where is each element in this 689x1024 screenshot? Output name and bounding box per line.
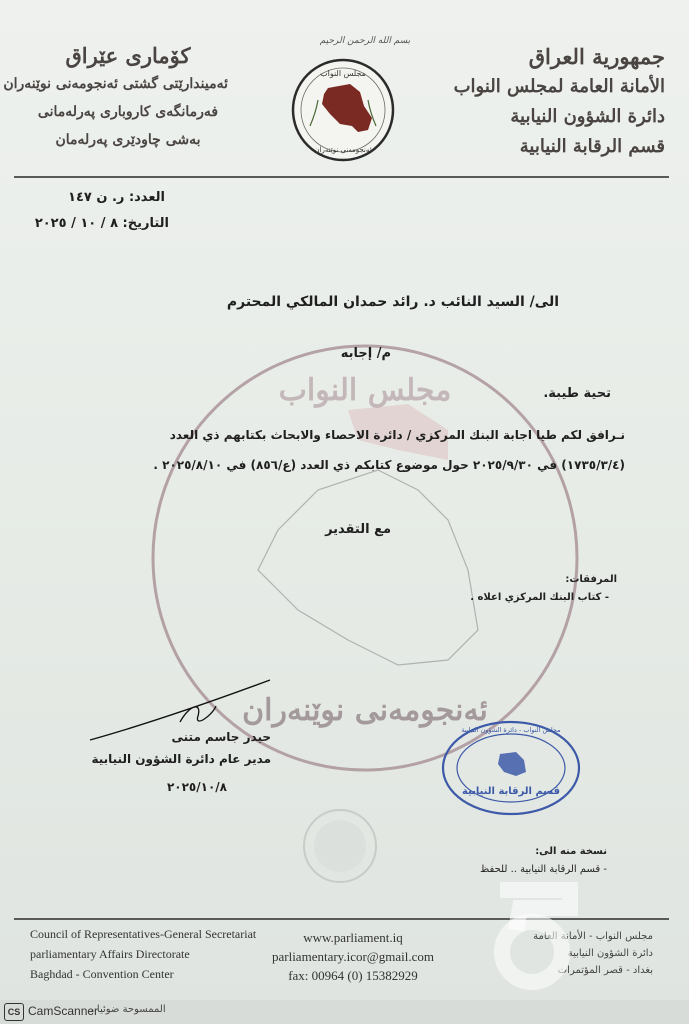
footer-arabic-line-1: مجلس النواب - الأمانة العامة	[533, 931, 653, 942]
signature-date: ٢٠٢٥/١٠/٨	[166, 780, 227, 794]
letterhead-kurdish-line-2: ئەمیندارێتی گشتی ئەنجومەنی نوێنەران	[3, 76, 228, 92]
letterhead-arabic-line-4: قسم الرقابة النيابية	[519, 136, 665, 157]
reference-date-label: التاريخ:	[122, 216, 169, 231]
reference-date	[35, 216, 169, 231]
letterhead-kurdish-line-3: فەرمانگەی کاروباری پەرلەمانی	[37, 104, 219, 120]
letter-recipient: الى/ السيد النائب د. رائد حمدان المالكي المحترم	[226, 294, 559, 310]
letter-greeting: تحية طيبة.	[543, 386, 611, 401]
camscanner-note: الممسوحة ضوئيا بـ	[88, 1004, 166, 1015]
emblem-bottom-text: ئەنجومەنی نوێنەران	[314, 146, 372, 154]
letter-subject: م/ إجابه	[340, 346, 391, 361]
bismillah: بسم الله الرحمن الرحيم	[319, 36, 411, 46]
header-rule	[14, 176, 669, 178]
letterhead-kurdish-line-1: كۆماری عێراق	[65, 43, 191, 68]
letterhead-arabic	[445, 42, 665, 162]
embossed-seal	[290, 806, 390, 886]
letterhead-arabic-line-2: الأمانة العامة لمجلس النواب	[453, 76, 665, 97]
copy-to-label: نسخة منه الى:	[535, 846, 607, 857]
department-stamp	[440, 718, 582, 818]
footer-english	[30, 924, 256, 984]
camscanner-logo-icon: CS	[4, 1003, 24, 1021]
letter-body-line-2: (١٧٣٥/٣/٤) في ٢٠٢٥/٩/٣٠ حول موضوع كتابكم ذي العدد (ع/٨٥٦) في ٢٠٢٥/٨/١٠ .	[153, 458, 625, 472]
footer-email: parliamentary.icor@gmail.com	[271, 949, 434, 964]
footer-english-line-2: parliamentary Affairs Directorate	[30, 947, 190, 961]
reference-number-value: ر. ن ١٤٧	[68, 190, 125, 205]
signatory-title: مدير عام دائرة الشؤون النيابية	[91, 752, 271, 766]
watermark-top-text: مجلس النواب	[278, 373, 452, 408]
letterhead-kurdish	[3, 42, 228, 154]
footer-english-line-3: Baghdad - Convention Center	[30, 967, 174, 981]
camscanner-name: CamScanner	[28, 1004, 99, 1018]
footer-contacts	[258, 928, 448, 985]
watermark-logo	[470, 880, 590, 990]
reference-number-label: العدد:	[128, 190, 165, 205]
footer-arabic-line-2: دائرة الشؤون النيابية	[567, 948, 653, 959]
letterhead-arabic-line-3: دائرة الشؤون النيابية	[510, 106, 665, 127]
signatory-name: حيدر جاسم متنى	[171, 730, 271, 744]
footer-fax: fax: 00964 (0) 15382929	[288, 968, 418, 983]
reference-date-value: ٨ / ١٠ / ٢٠٢٥	[34, 216, 118, 231]
stamp-center-text: قسم الرقابة النيابية	[461, 786, 561, 797]
emblem-top-text: مجلس النواب	[320, 69, 366, 78]
parliament-emblem	[288, 54, 398, 166]
letterhead-arabic-line-1: جمهورية العراق	[528, 44, 665, 69]
footer-arabic-line-3: بغداد - قصر المؤتمرات	[557, 965, 653, 976]
letter-body-line-1: نـرافق لكم طيا اجابة البنك المركزي / دائرة الاحصاء والابحاث بكتابهم ذي العدد	[169, 428, 625, 442]
footer-website: www.parliament.iq	[303, 930, 403, 945]
letterhead-kurdish-line-4: بەشی چاودێری پەرلەمان	[55, 132, 201, 148]
stamp-ring-text: مجلس النواب - دائرة الشؤون النيابية	[461, 726, 561, 734]
watermark-bottom-text: ئەنجومەنی نوێنەران	[242, 693, 488, 728]
letter-closing: مع التقدير	[325, 522, 391, 537]
copy-to-item: - قسم الرقابة النيابية .. للحفظ	[480, 864, 607, 875]
attachment-item: - كتاب البنك المركزي اعلاه .	[470, 592, 609, 603]
reference-number	[68, 190, 165, 205]
attachments-label: المرفقات:	[565, 574, 617, 585]
footer-english-line-1: Council of Representatives-General Secretariat	[30, 927, 257, 941]
